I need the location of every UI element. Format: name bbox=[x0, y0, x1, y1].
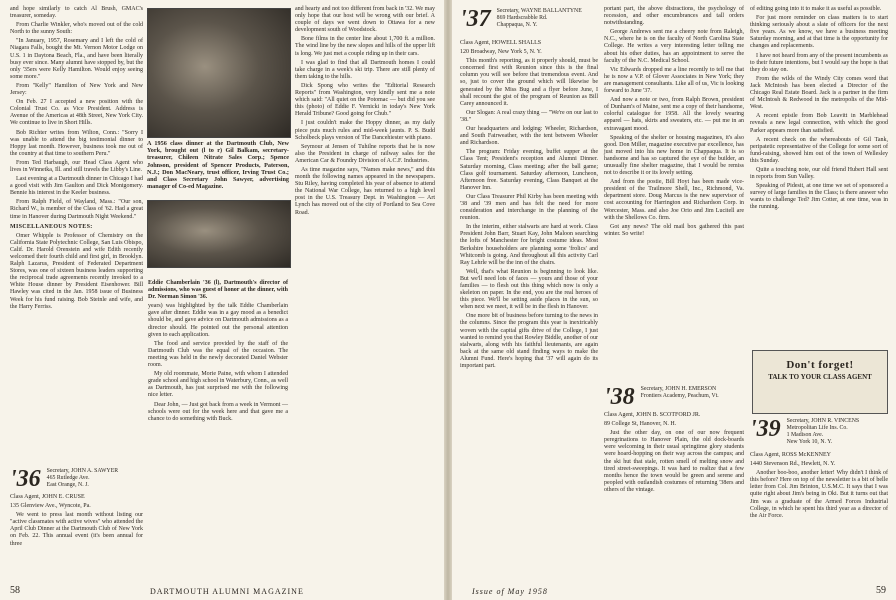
address-line: East Orange, N. J. bbox=[46, 482, 89, 488]
right-column-2 bbox=[604, 6, 744, 386]
paragraph: Dick Spong who writes the "Editorial Research Reports" from Washington, very kindly sent me a note which said: "All quiet on the Potomac — but did you see this (photo) of Eddie F. Vernicki in today's New York Herald Tribune? Good going for Chub." bbox=[295, 82, 435, 118]
class-agent: Class Agent, HOWELL SHALLS bbox=[460, 40, 542, 46]
paragraph: I was glad to find that all Dartmouth homes I could take charge in a week's ski trip. There are still plenty of them taking to the hills. bbox=[295, 59, 435, 80]
paragraph: The food and service provided by the staff of the Dartmouth Club was the equal of the occasion. The meeting was held in the newly decorated Daniel Webster room. bbox=[148, 340, 288, 369]
class-year: '38 bbox=[604, 384, 635, 410]
paragraph: I just couldn't make the Hoppy dinner, as my daily piece puts much rules and mid-week jaunts. P. S. Budd Scholbeck plays version of The Dancehiester with piano. bbox=[295, 120, 435, 141]
class-year: '36 bbox=[10, 466, 41, 492]
class-year: '39 bbox=[750, 416, 781, 442]
ad-subline: TALK TO YOUR CLASS AGENT bbox=[768, 373, 872, 381]
left-column-3 bbox=[148, 280, 288, 560]
paragraph: In the interim, either stalwarts are hard at work. Class President John Barr, Stuart Kay, John Maloon searching the lofts of Manchester for bright costume ideas. Most Berkshire householders are planning some 'frolics' and Whitcomb is going. And throughout all this activity Carl Ray Lehrle will be the inn of the chairs. bbox=[460, 224, 598, 266]
paragraph: George Andrews sent me a cheery note from Raleigh, N.C., where he is on the faculty of North Carolina State College. He writes a very interesting letter telling me about his other duties, has an appointment to serve the faculty of the N.C. Medical School. bbox=[604, 29, 744, 64]
paragraph: The program: Friday evening, buffet supper at the Class Tent; President's reception and Alumni Dinner. Saturday morning, Class meeting; after the ball game; Class golf tournament. Saturday afternoon, Luncheon, Afternoon free. Saturday evening, Class Banquet at the Hanover Inn. bbox=[460, 149, 598, 191]
right-page bbox=[452, 0, 896, 600]
paragraph: One more bit of business before turning to the news in the columns. Since the program this year is inextricably woven with the capital gifts drive of the College, I just wanted to remind you that Rowley Biddle, another of our stalwarts, along with his faithful lieutenants, are again back at the same old stand finding ways to make the Alumni Fund. Here's hoping that '37 will again do its important part. bbox=[460, 313, 598, 370]
paragraph: "In January, 1957, Rosemary and I left the cold of Niagara Falls, bought the Mt. Vernon Motor Lodge on U.S. 1 in Daytona Beach, Fla., and have been literally busy ever since. Many alumni have stopped by, but the only '35ers were Kelly Hamilton. Would enjoy seeing some more." bbox=[10, 38, 143, 80]
chamberlain-photo-caption-text: Eddie Chamberlain '36 (l), Dartmouth's director of admissions, who was guest of honor at the dinner, with Dr. Norman Simon '36. bbox=[148, 280, 288, 301]
address-line: New York 10, N. Y. bbox=[786, 439, 833, 445]
class-officers bbox=[47, 468, 118, 489]
paragraph: Dear John, — Just got back from a week in Vermont — schools were out for the week here and that gave me a chance to do something with Buck. bbox=[148, 401, 288, 422]
ad-headline: Don't forget! bbox=[786, 359, 854, 371]
address-line: 465 Rutledge Ave. bbox=[46, 475, 90, 481]
section-heading: MISCELLANEOUS NOTES: bbox=[10, 223, 93, 230]
paragraph: Got any news? The old mail box gathered this past winter. So write! bbox=[604, 223, 744, 237]
paragraph: Vic Edwards dropped me a line recently to tell me that he is now a V.P. of Glover Associates in New York; they are management consultants. Like all of us, Vic is looking forward to June '37. bbox=[604, 66, 744, 95]
paragraph: Well, that's what Reunion is beginning to look like. But we'll need lots of faces — yours and those of your families — to flesh out this thing which now is only a skeleton on paper. In the end, you are the real heroes of this piece. We'll be setting aside places in the sun, so when next we meet, it will be in the flesh in Hanover. bbox=[460, 268, 598, 311]
address-line: Metropolitan Life Ins. Co. bbox=[786, 425, 848, 431]
paragraph: of editing going into it to make it as useful as possible. bbox=[750, 6, 882, 12]
paragraph: And from the postie, Bill Hoyt has been made vice-president of the Trailmore Shell, Inc., Richmond, Va. department store. Doug Marcus is the new supervisor of cost accounting for Harrington and Richardson Corp. in Worcester, Mass. and also Joe Orio and Jim Lucitell are with the Shellows Co. firm. bbox=[604, 179, 744, 221]
paragraph: From Ted Harbaugh, our Head Class Agent who lives in Winnetka, Ill. and still travels the Libby's Line. bbox=[10, 159, 143, 173]
paragraph: Omer Whipple is Professor of Chemistry on the California State Polytechnic College, San Luis Obispo, Calif. Dr. Harold Orenstein and wife Edith recently welcomed their fourth child and first girl, in Brooklyn. Ralph Lazarus, President of Federated Department Stores, was one of sixteen business leaders supporting the reciprocal trade agreements recently invoked to a White House dinner by President Eisenhower. Bill Hawley was cited in the Jan. 1958 issue of Business Week for his fund raising. Bob Steinle and wife, and the Harry Ferriss. bbox=[10, 232, 143, 310]
paragraph: Our Slogan: A real crazy thing — "We're on our last to '38." bbox=[460, 109, 598, 123]
paragraph: Seymour at Jensen of Tuhilne reports that he is now also the President in charge of railway sales for the American Car & Foundry Division of A.C.F. Industries. bbox=[295, 143, 435, 164]
class-39-header bbox=[750, 418, 888, 446]
paragraph: For just more reminder on class matters is to start thinking seriously about a slate of officers for the next five years. As we know, we have a business meeting Saturday morning, and at that time is the opportunity for changes and replacements. bbox=[750, 15, 888, 50]
secretary-name: Secretary, JOHN H. EMERSON bbox=[640, 386, 717, 392]
class-39-notes bbox=[750, 452, 888, 562]
class-officers bbox=[497, 8, 582, 29]
right-footer: Issue of May 1958 bbox=[472, 587, 548, 596]
paragraph: I have not heard from any of the present incumbents as to their future intentions, but I would say the hope is that they do stay on. bbox=[750, 52, 888, 73]
paragraph: Speaking of Pidesit, at one time we set of sponsored a survey of large families in the Class; is there answer who wants to challenge Ted? Jim Cotter, at one time, was in the running. bbox=[750, 183, 888, 211]
paragraph: From the wilds of the Windy City comes word that Jack McIntosh has been elected a Director of the Chicago Real Estate Board. Jack is a partner in the firm of McIntosh & Redwood in the metropolis of the Mid-West. bbox=[750, 75, 888, 111]
address-line: 869 Hardscrabble Rd. bbox=[496, 15, 548, 21]
class-agent-ad bbox=[752, 350, 888, 414]
paragraph: portant part, the above distractions, the psychology of recession, and other encumbrances and tall orders notwithstanding. bbox=[604, 6, 744, 27]
paragraph: From Charlie Winkler, who's moved out of the cold North to the sunny South: bbox=[10, 22, 143, 36]
address-line: Chappaqua, N. Y. bbox=[496, 22, 538, 28]
class-36-header bbox=[10, 468, 143, 490]
left-column-1 bbox=[10, 6, 143, 464]
paragraph: Quite a touching note, our old friend Hubert Hall sent in reports from Sun Valley. bbox=[750, 166, 888, 181]
address-line: 89 College St, Hanover, N. H. bbox=[604, 421, 677, 428]
class-dinner-photo bbox=[147, 8, 291, 138]
secretary-name: Secretary, JOHN A. SAWYER bbox=[46, 468, 119, 474]
address-line: Frontiers Academy, Peachum, Vt. bbox=[640, 393, 719, 399]
secretary-name: Secretary, JOHN R. VINCENS bbox=[786, 418, 860, 424]
paragraph: Speaking of the shelter or housing magazines, it's also good. Don Miller, magazine executive par excellence, has just moved into his new home in Chappaqua. It is so handsome and has so captured the eye of the builder, an unusually fine shelter magazine, that I would be remiss not to describe it or its lovely setting. bbox=[604, 134, 744, 177]
class-37-header bbox=[460, 8, 600, 30]
paragraph: A recent check on the whereabouts of Gil Tank, peripatetic representative of the College for some sort of fund-raising, showed him out of the town of Wellesley this Sunday. bbox=[750, 136, 888, 164]
left-footer: DARTMOUTH ALUMNI MAGAZINE bbox=[150, 587, 304, 596]
paragraph: Last evening at a Dartmouth dinner in Chicago I had a good visit with Jim Gaulton and Dick Montgomery. Bennie his interest in the Keeler business. bbox=[10, 176, 143, 197]
address-line: 1440 Stevenson Rd., Hewlett, N. Y. bbox=[750, 461, 836, 468]
paragraph: We went to press last month without listing our "active classmates with active wives" who attended the April Club Dinner at the Dartmouth Club of New York on Feb. 22. This annual event (it's been annual for three bbox=[10, 512, 143, 547]
paragraph: This month's reporting, as it properly should, must be concerned first with Reunion since this is the final column you will see before that tremendous event. And so, just to cover the ground which will likewise be generated by the Miss Bug and a flyer before June, I shall recount the gist of the program of Reunion as Bill Carey announced it. bbox=[460, 58, 598, 107]
right-column-3 bbox=[750, 6, 888, 346]
right-page-number: 59 bbox=[876, 585, 886, 596]
class-36-notes bbox=[10, 494, 143, 564]
class-year: '37 bbox=[460, 6, 491, 32]
paragraph: And now a note or two, from Ralph Brown, president of Dunham's of Maine, sent me a copy of their handsome, colorful catalogue for 1958. All the lovely wearing apparel — hats, skirts and sweaters, etc. — put me in an extravagant mood. bbox=[604, 97, 744, 132]
paragraph: and hearty and not too different from back in '32. We may only hope that our host will be wrong with our brief. A couple of days we went down to Ottawa for a new development south of Woodstock. bbox=[295, 6, 435, 34]
class-officers bbox=[641, 386, 719, 400]
chamberlain-photo bbox=[147, 200, 291, 268]
paragraph: From "Kelly" Hamilton of New York and New Jersey: bbox=[10, 82, 143, 97]
class-agent-line: Class Agent, JOHN E. CRUSE bbox=[10, 494, 85, 500]
paragraph: years) was highlighted by the talk Eddie Chamberlain gave after dinner. Eddie was in a gay mood as a benedict should be, and gave advice on Dartmouth admissions as a director should. He pointed out the personal attention given to each application. bbox=[148, 303, 288, 338]
paragraph: As time magazine says, "Names make news," and this month the following names appeared in the newspapers. Stu Riley, having completed his year of absence to attend the National War College, has returned to a high level post in the U.S. Treasury Dept. in Washington — Art Lynch has moved out of the city of Portland to Sea Cove Road. bbox=[295, 166, 435, 216]
paragraph: On Feb. 27 I accepted a new position with the Colonial Trust Co. as Vice President. Address is Avenue of the Americas at 48th Street, New York City. We continue to live in Short Hills. bbox=[10, 99, 143, 127]
paragraph: From Ralph Field, of Wayland, Mass.: "Our son, Richard W., is member of the Class of '62. Had a great time in Hanover during Dartmouth Night Weekend." bbox=[10, 199, 143, 220]
paragraph: Our Class Treasurer Phil Kirby has been meeting with '38 and '39 men and has felt the need for more consideration and interchange in the planning of the reunion. bbox=[460, 193, 598, 222]
class-dinner-photo-caption: A 1956 class dinner at the Dartmouth Club, New York, brought out (l to r) Gil Balkam, secretary-treasurer, Chileen Nitrate Sales Corp.; Spence Johnson, president of Spencer Products, Paterson, N.J.; Don MacNeary, trust officer, Irving Trust Co.; and Class Secretary John Sawyer, advertising manager of Co-ed Magazine. bbox=[147, 140, 289, 191]
left-page bbox=[0, 0, 444, 600]
class-38-notes bbox=[604, 412, 744, 562]
address-line: 120 Broadway, New York 5, N. Y. bbox=[460, 49, 542, 56]
left-column-2 bbox=[295, 6, 435, 562]
paragraph: Just the other day, on one of our now frequent peregrinations to Hanover Plain, the old dock-boards were welcoming in their usual springtime glory students were hoard-hopping on their way across the campus; and the ski hut that stale, rotten smell of melting snow and tired street-sweepings. It was hard to realize that a few months hence the town would be green and serene and peopled with outlandish costumes of returning '38ers and others of the vintage. bbox=[604, 430, 744, 493]
paragraph: Our headquarters and lodging: Wheeler, Richardson, and South Fairweather, with the tent between Wheeler and Richardson. bbox=[460, 126, 598, 147]
class-agent-line: 135 Glenview Ave., Wyncote, Pa. bbox=[10, 503, 91, 510]
paragraph: and hope similarly to catch Al Brush, GMAC's treasurer, someday. bbox=[10, 6, 143, 20]
paragraph: Bone films in the center line about 1,700 ft. a million. The wind line by the new slopes and hills of the upper lift is long. We just met a couple riding up in their cars. bbox=[295, 36, 435, 57]
class-agent: Class Agent, ROSS McKENNEY bbox=[750, 452, 832, 458]
paragraph: A recent epistle from Bob Leavitt in Marblehead reveals a new legal connection, with which the good Parker appears more than satisfied. bbox=[750, 113, 888, 134]
right-column-1 bbox=[460, 40, 598, 560]
secretary-name: Secretary, WAYNE BALLANTYNE bbox=[496, 8, 582, 14]
spine-gutter bbox=[444, 0, 452, 600]
address-line: 1 Madison Ave. bbox=[786, 432, 824, 438]
paragraph: Bob Richter writes from Wilton, Conn.: "Sorry I was unable to attend the big testimonial dinner to Hoppy last month. However, business took me out of the country at that time to southern Peru." bbox=[10, 129, 143, 157]
paragraph: Another boo-boo, another letter! Why didn't I think of this before? Here on top of the newsletter is a bit of belle letter from Col. Jim Brinton, U.S.M.C. It says that I was quite right about Jim's being in Oki. But it turns out that Jim was a graduate of the Armed Forces Industrial College, in which he spent his third year as a director of the Air Force. bbox=[750, 470, 888, 519]
class-officers bbox=[787, 418, 859, 446]
paragraph: My old roommate, Morie Paine, with whom I attended grade school and high school in Waterbury, Conn., as well as Dartmouth, has just surprised me with the following nice letter. bbox=[148, 371, 288, 399]
left-page-number: 58 bbox=[10, 585, 20, 596]
class-agent: Class Agent, JOHN B. SCOTFORD JR. bbox=[604, 412, 701, 418]
class-38-header bbox=[604, 386, 744, 408]
